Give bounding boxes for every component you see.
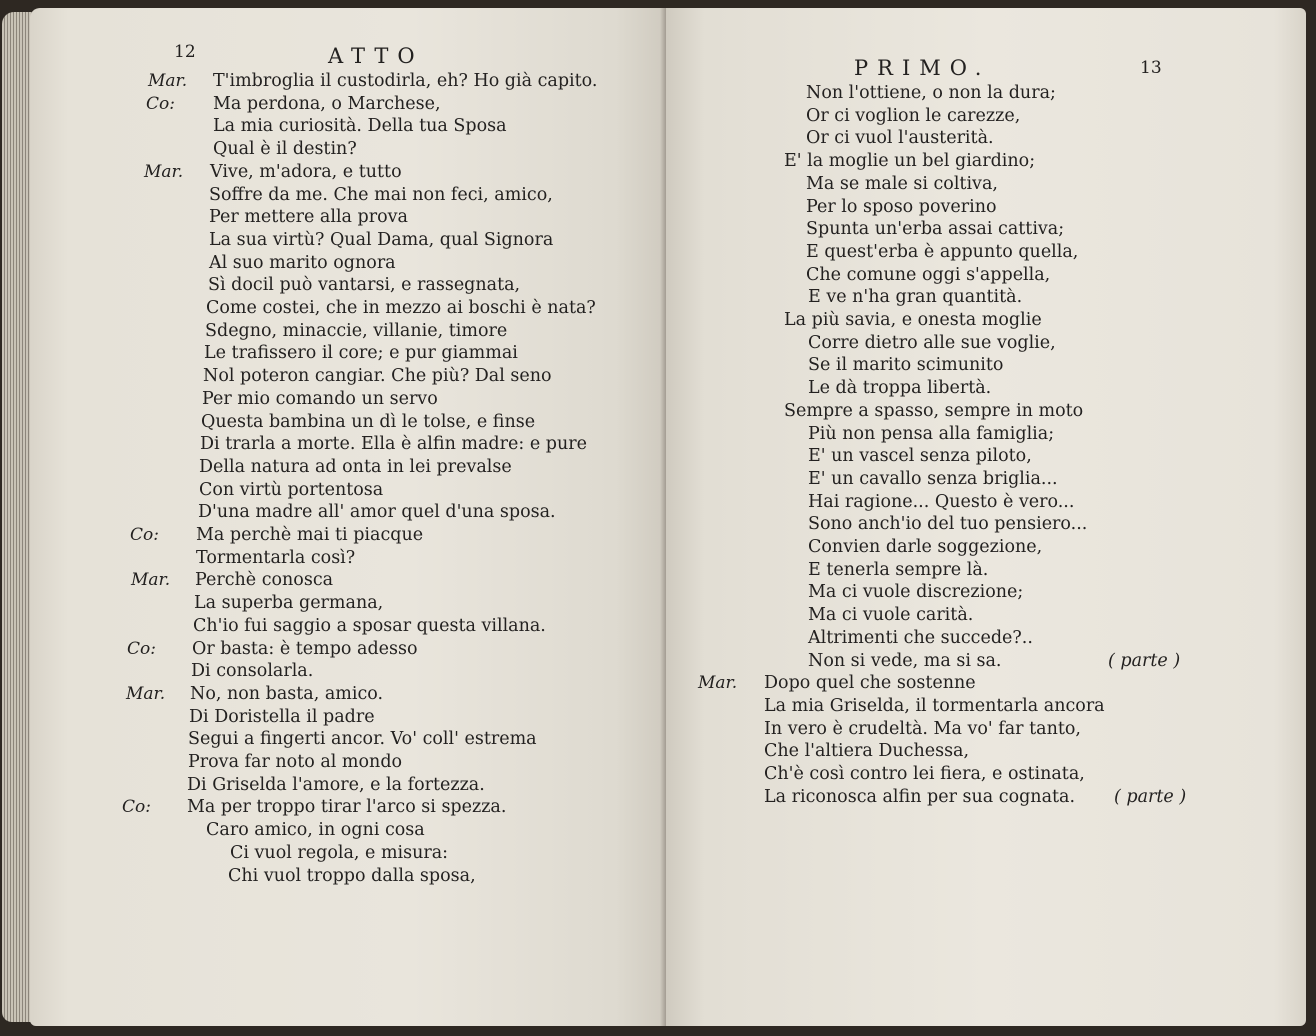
verse-line: E' la moglie un bel giardino; [784, 151, 1036, 171]
speaker-label: Mar. [148, 71, 188, 91]
speaker-label: Mar. [144, 162, 184, 182]
verse-line: Segui a fingerti ancor. Vo' coll' estrema [188, 729, 537, 749]
verse-line: Ma ci vuole discrezione; [808, 582, 1024, 602]
verse-line: E quest'erba è appunto quella, [806, 242, 1079, 262]
verse-line: Convien darle soggezione, [808, 537, 1043, 557]
verse-line: Perchè conosca [195, 570, 334, 590]
speaker-label: Co: [127, 639, 156, 659]
left-page [30, 8, 666, 1026]
verse-line: Or ci vuol l'austerità. [806, 128, 994, 148]
verse-line: Ch'è così contro lei fiera, e ostinata, [764, 764, 1085, 784]
verse-line: Nol poteron cangiar. Che più? Dal seno [203, 366, 552, 386]
verse-line: La più savia, e onesta moglie [784, 310, 1042, 330]
verse-line: Per mio comando un servo [202, 389, 438, 409]
verse-line: Corre dietro alle sue voglie, [808, 333, 1056, 353]
verse-line: Prova far noto al mondo [188, 752, 403, 772]
verse-line: No, non basta, amico. [190, 684, 384, 704]
verse-line: Spunta un'erba assai cattiva; [806, 219, 1065, 239]
verse-line: Che l'altiera Duchessa, [764, 741, 970, 761]
verse-line: Per lo sposo poverino [806, 197, 997, 217]
speaker-label: Mar. [131, 570, 171, 590]
verse-line: Ma perdona, o Marchese, [213, 94, 441, 114]
verse-line: Ma se male si coltiva, [806, 174, 998, 194]
verse-line: Chi vuol troppo dalla sposa, [228, 866, 476, 886]
verse-line: Di trarla a morte. Ella è alfin madre: e pure [200, 434, 587, 454]
verse-line: La sua virtù? Qual Dama, qual Signora [209, 230, 554, 250]
verse-line: Di consolarla. [191, 661, 314, 681]
verse-line: Le trafissero il core; e pur giammai [204, 343, 518, 363]
verse-line: Sono anch'io del tuo pensiero... [808, 514, 1088, 534]
verse-line: Come costei, che in mezzo ai boschi è nata? [206, 298, 596, 318]
verse-line: Ma perchè mai ti piacque [196, 525, 424, 545]
verse-line: La riconosca alfin per sua cognata. [764, 787, 1076, 807]
verse-line: Sì docil può vantarsi, e rassegnata, [208, 275, 521, 295]
verse-line: Hai ragione... Questo è vero... [808, 492, 1075, 512]
verse-line: Di Griselda l'amore, e la fortezza. [187, 775, 485, 795]
verse-line: Ch'io fui saggio a sposar questa villana. [193, 616, 546, 636]
verse-line: In vero è crudeltà. Ma vo' far tanto, [764, 719, 1081, 739]
verse-line: Con virtù portentosa [199, 480, 384, 500]
verse-line: Tormentarla così? [196, 548, 356, 568]
verse-line: Che comune oggi s'appella, [806, 265, 1051, 285]
verse-line: E ve n'ha gran quantità. [808, 287, 1023, 307]
speaker-label: Co: [146, 94, 175, 114]
verse-line: D'una madre all' amor quel d'una sposa. [198, 502, 556, 522]
verse-line: Or basta: è tempo adesso [192, 639, 418, 659]
page-number: 13 [1140, 58, 1162, 78]
verse-line: Vive, m'adora, e tutto [210, 162, 402, 182]
page-number: 12 [174, 42, 196, 62]
verse-line: E' un cavallo senza briglia... [808, 469, 1058, 489]
verse-line: Ci vuol regola, e misura: [230, 843, 449, 863]
verse-line: Caro amico, in ogni cosa [206, 820, 425, 840]
right-page [666, 8, 1306, 1026]
verse-line: Non si vede, ma si sa. [808, 651, 1002, 671]
verse-line: Al suo marito ognora [209, 253, 396, 273]
verse-line: Se il marito scimunito [808, 355, 1004, 375]
verse-line: Or ci voglion le carezze, [806, 106, 1021, 126]
stage-direction: ( parte ) [1114, 787, 1187, 807]
verse-line: Della natura ad onta in lei prevalse [199, 457, 512, 477]
verse-line: T'imbroglia il custodirla, eh? Ho già capito. [213, 71, 598, 91]
verse-line: Per mettere alla prova [209, 207, 408, 227]
verse-line: La mia curiosità. Della tua Sposa [213, 116, 507, 136]
verse-line: Di Doristella il padre [189, 707, 375, 727]
page-edges [2, 12, 32, 1022]
verse-line: Dopo quel che sostenne [764, 673, 976, 693]
verse-line: Sempre a spasso, sempre in moto [784, 401, 1084, 421]
verse-line: Le dà troppa libertà. [808, 378, 992, 398]
verse-line: Altrimenti che succede?.. [808, 628, 1033, 648]
speaker-label: Mar. [698, 673, 738, 693]
verse-line: Questa bambina un dì le tolse, e finse [201, 412, 536, 432]
verse-line: Soffre da me. Che mai non feci, amico, [209, 185, 553, 205]
verse-line: La mia Griselda, il tormentarla ancora [764, 696, 1105, 716]
stage-direction: ( parte ) [1108, 651, 1181, 671]
page-header: PRIMO. [854, 56, 991, 80]
verse-line: Ma ci vuole carità. [808, 605, 974, 625]
verse-line: Qual è il destin? [213, 139, 357, 159]
speaker-label: Mar. [126, 684, 166, 704]
verse-line: E' un vascel senza piloto, [808, 446, 1032, 466]
verse-line: Non l'ottiene, o non la dura; [806, 83, 1056, 103]
verse-line: Sdegno, minaccie, villanie, timore [205, 321, 508, 341]
speaker-label: Co: [122, 797, 151, 817]
verse-line: Ma per troppo tirar l'arco si spezza. [187, 797, 507, 817]
verse-line: E tenerla sempre là. [808, 560, 989, 580]
speaker-label: Co: [130, 525, 159, 545]
verse-line: Più non pensa alla famiglia; [808, 424, 1055, 444]
verse-line: La superba germana, [194, 593, 384, 613]
page-header: ATTO [328, 44, 424, 68]
